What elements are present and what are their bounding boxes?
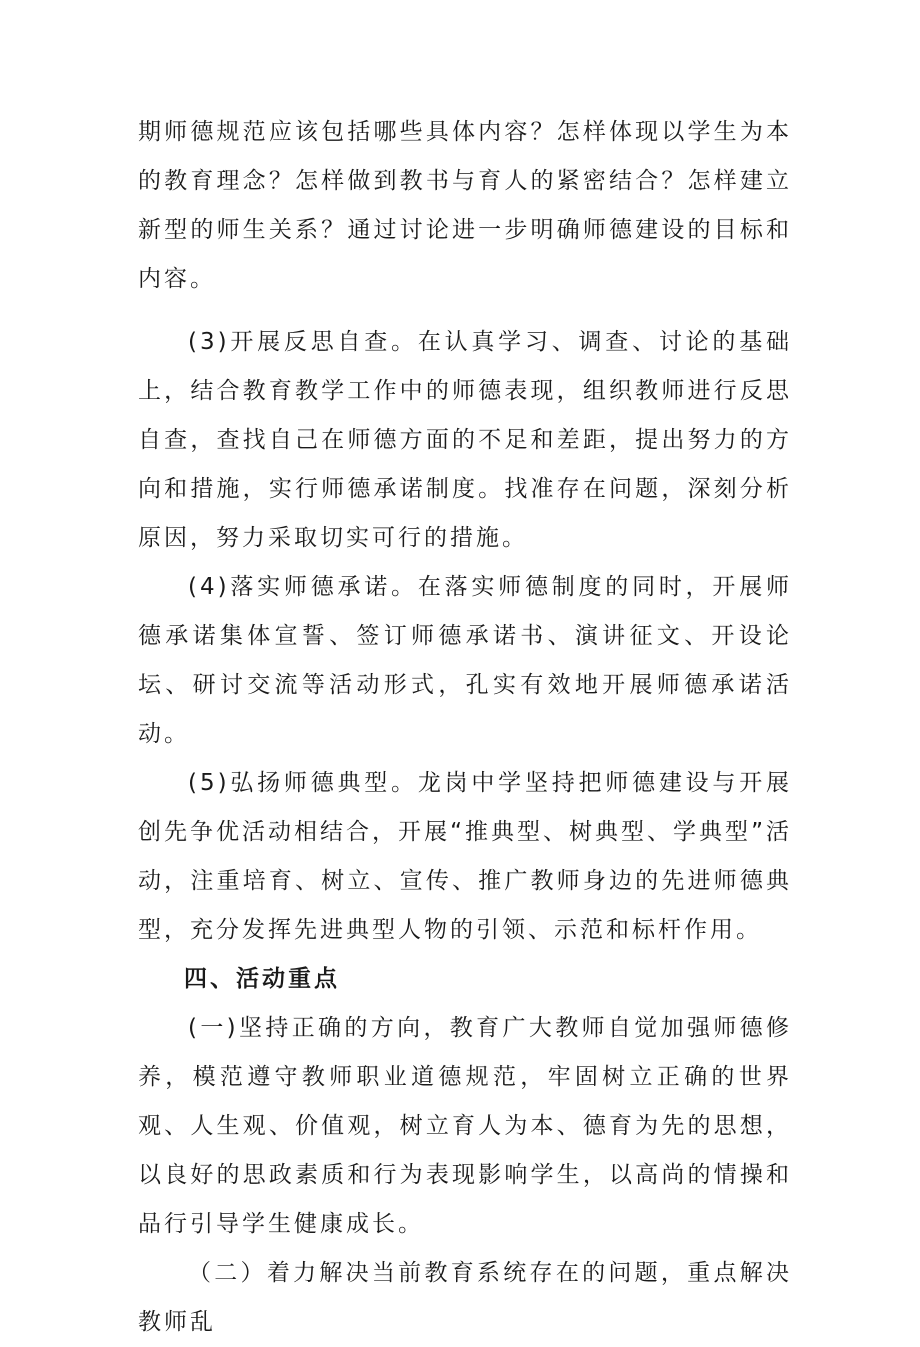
document-body [138,108,792,1347]
paragraph-item-3: (3)开展反思自查。在认真学习、调查、讨论的基础上，结合教育教学工作中的师德表现，组织教师进行反思自查，查找自己在师德方面的不足和差距，提出努力的方向和措施，实行师德承诺制度。找准存在问题，深刻分析原因，努力采取切实可行的措施。 [138,329,792,551]
paragraph-item-5: (5)弘扬师德典型。龙岗中学坚持把师德建设与开展创先争优活动相结合，开展“推典型、树典型、学典型”活动，注重培育、树立、宣传、推广教师身边的先进师德典型，充分发挥先进典型人物的引领、示范和标杆作用。 [138,770,792,943]
paragraph-item-4: (4)落实师德承诺。在落实师德制度的同时，开展师德承诺集体宣誓、签订师德承诺书、演讲征文、开设论坛、研讨交流等活动形式，孔实有效地开展师德承诺活动。 [138,574,792,747]
paragraph-continuation: 期师德规范应该包括哪些具体内容？怎样体现以学生为本的教育理念？怎样做到教书与育人的紧密结合？怎样建立新型的师生关系？通过讨论进一步明确师德建设的目标和内容。 [138,119,792,292]
paragraph-point-1: (一)坚持正确的方向，教育广大教师自觉加强师德修养，模范遵守教师职业道德规范，牢固树立正确的世界观、人生观、价值观，树立育人为本、德育为先的思想，以良好的思政素质和行为表现影响学生，以高尚的情操和品行引导学生健康成长。 [138,1015,792,1237]
paragraph-point-2: （二）着力解决当前教育系统存在的问题，重点解决教师乱 [138,1260,792,1335]
section-heading: 四、活动重点 [184,966,340,992]
